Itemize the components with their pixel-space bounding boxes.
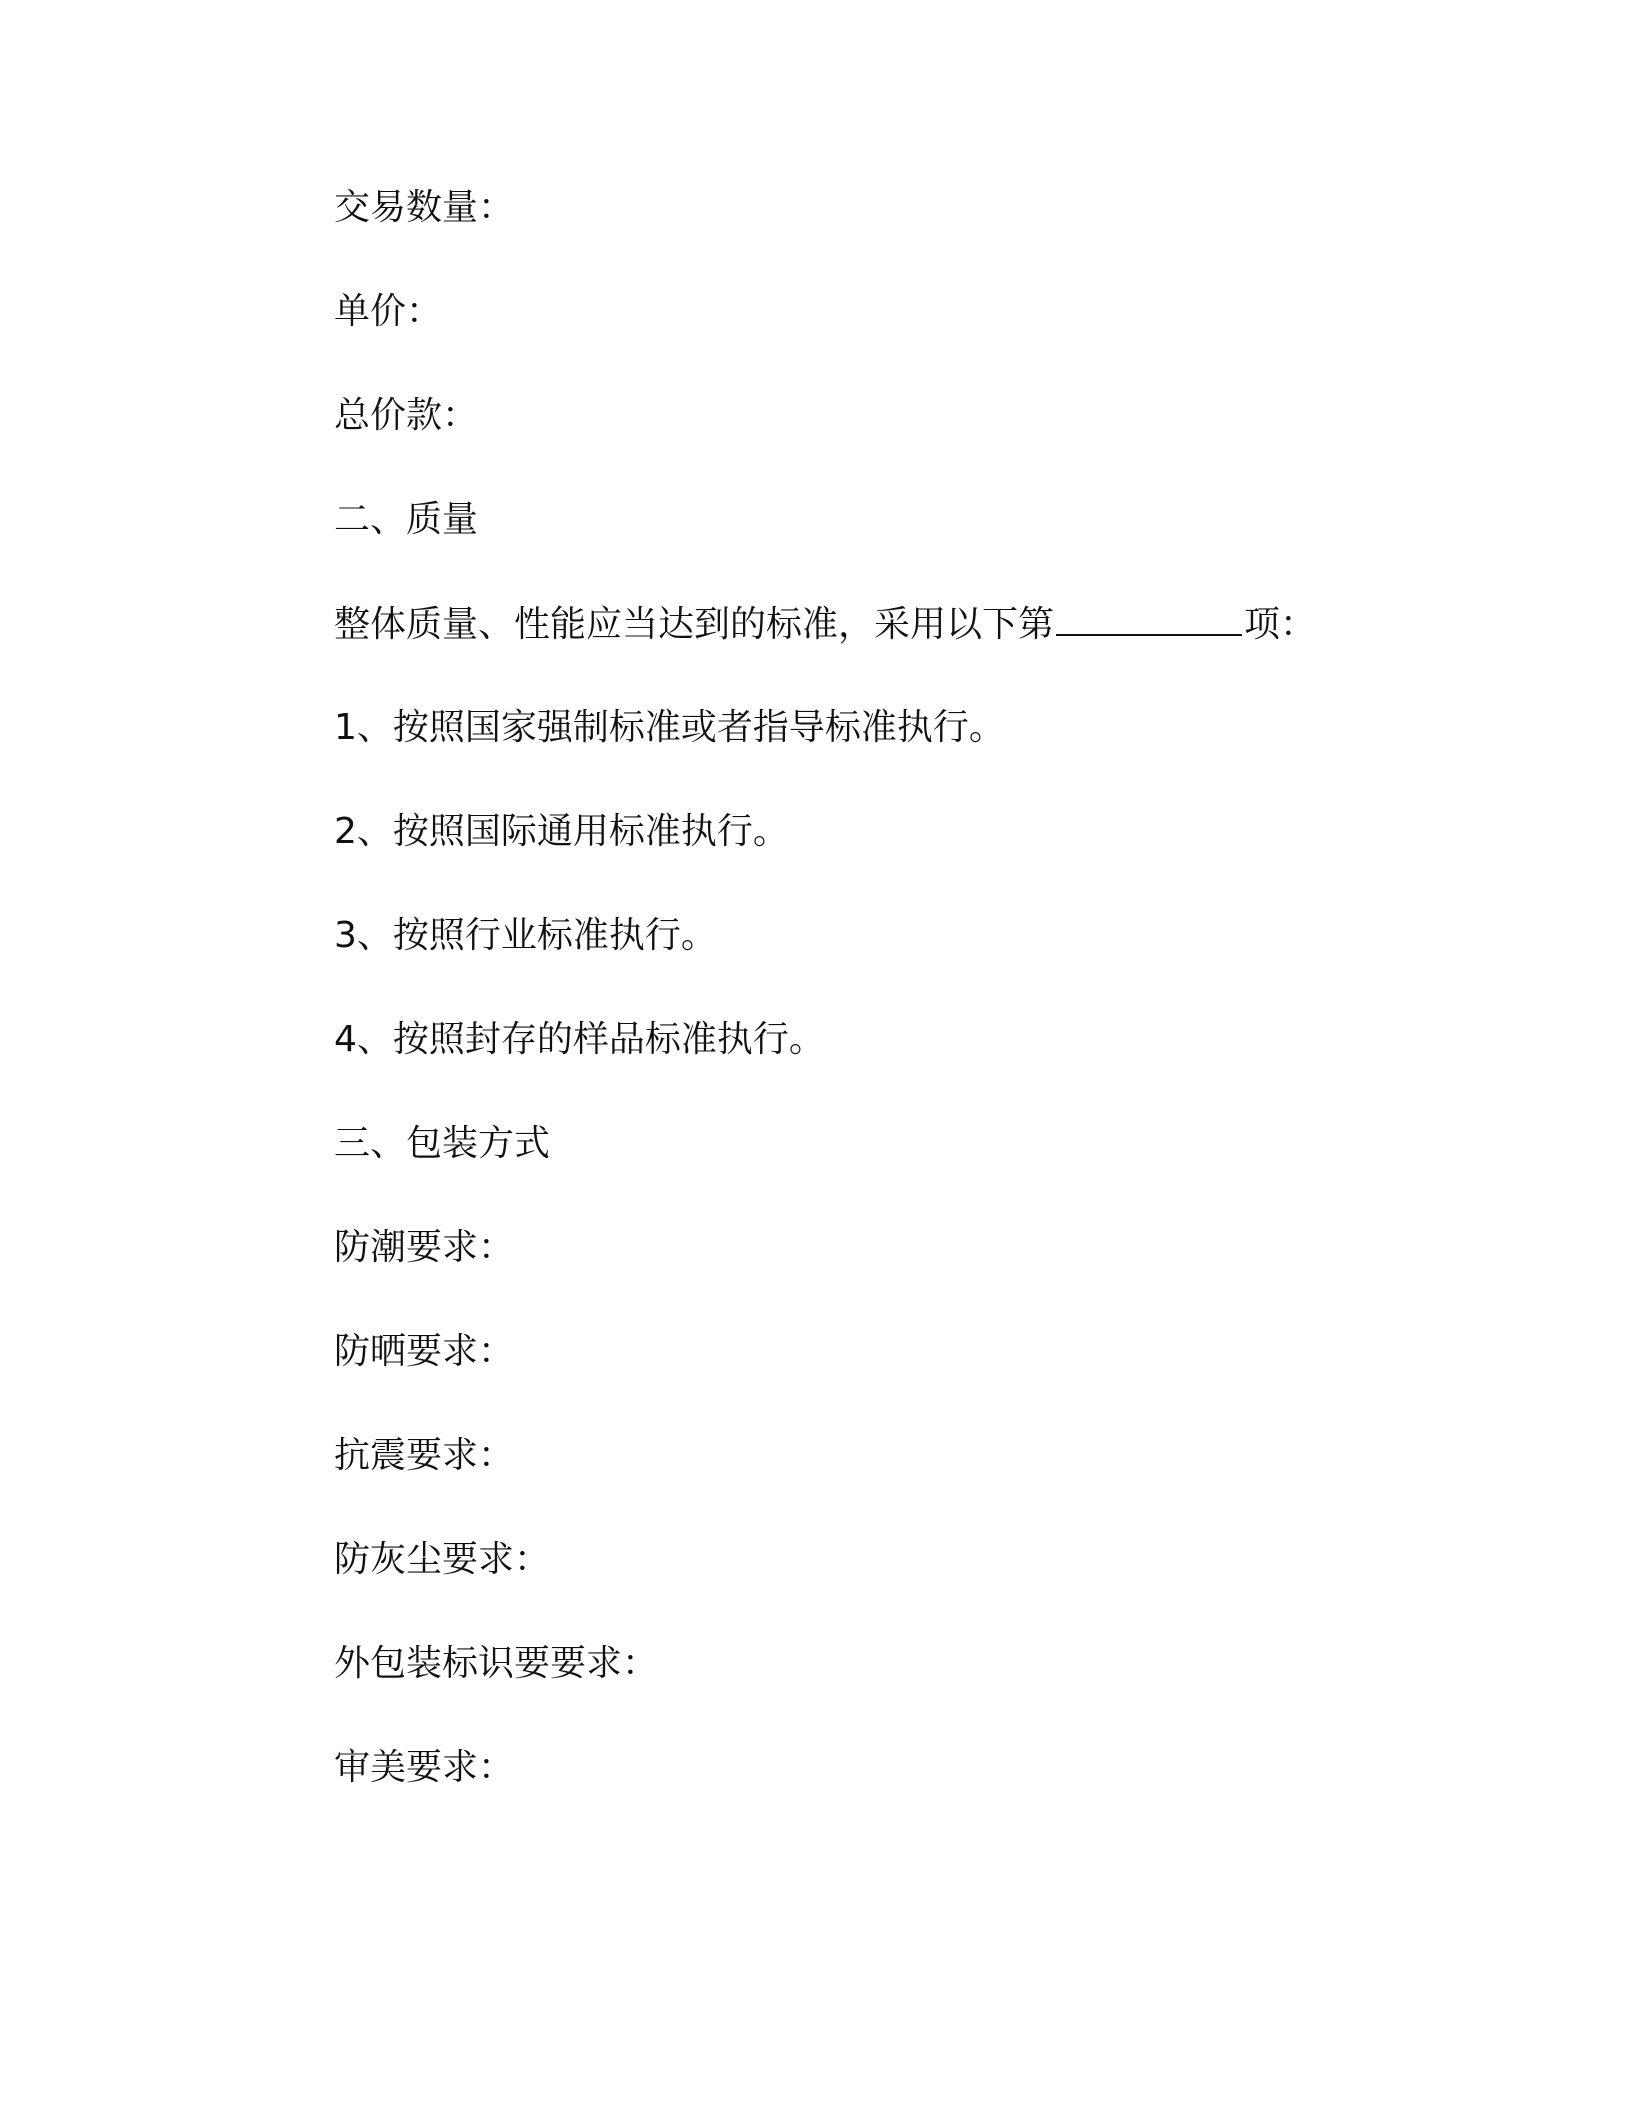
quality-intro-text: 整体质量、性能应当达到的标准，采用以下第 xyxy=(334,604,1055,645)
fill-in-blank[interactable] xyxy=(1056,606,1242,636)
moisture-requirement-label: 防潮要求： xyxy=(334,1227,515,1268)
outer-label-requirement-label: 外包装标识要要求： xyxy=(334,1643,659,1684)
quantity-label: 交易数量： xyxy=(334,187,515,228)
quality-option-3: 3、按照行业标准执行。 xyxy=(334,915,717,956)
quality-option-2: 2、按照国际通用标准执行。 xyxy=(334,811,789,852)
sun-requirement-label: 防晒要求： xyxy=(334,1331,515,1372)
unit-price-label: 单价： xyxy=(334,291,443,332)
document-body xyxy=(334,187,1434,1854)
quality-option-1: 1、按照国家强制标准或者指导标准执行。 xyxy=(334,707,1005,748)
total-price-label: 总价款： xyxy=(334,395,479,436)
section-heading-quality: 二、质量 xyxy=(334,499,479,540)
quality-option-4: 4、按照封存的样品标准执行。 xyxy=(334,1019,825,1060)
section-heading-packaging: 三、包装方式 xyxy=(334,1123,551,1164)
dust-requirement-label: 防灰尘要求： xyxy=(334,1539,551,1580)
quality-intro-suffix: 项： xyxy=(1244,604,1317,645)
quality-standard-intro xyxy=(334,604,1434,645)
aesthetic-requirement-label: 审美要求： xyxy=(334,1747,515,1788)
shock-requirement-label: 抗震要求： xyxy=(334,1435,515,1476)
